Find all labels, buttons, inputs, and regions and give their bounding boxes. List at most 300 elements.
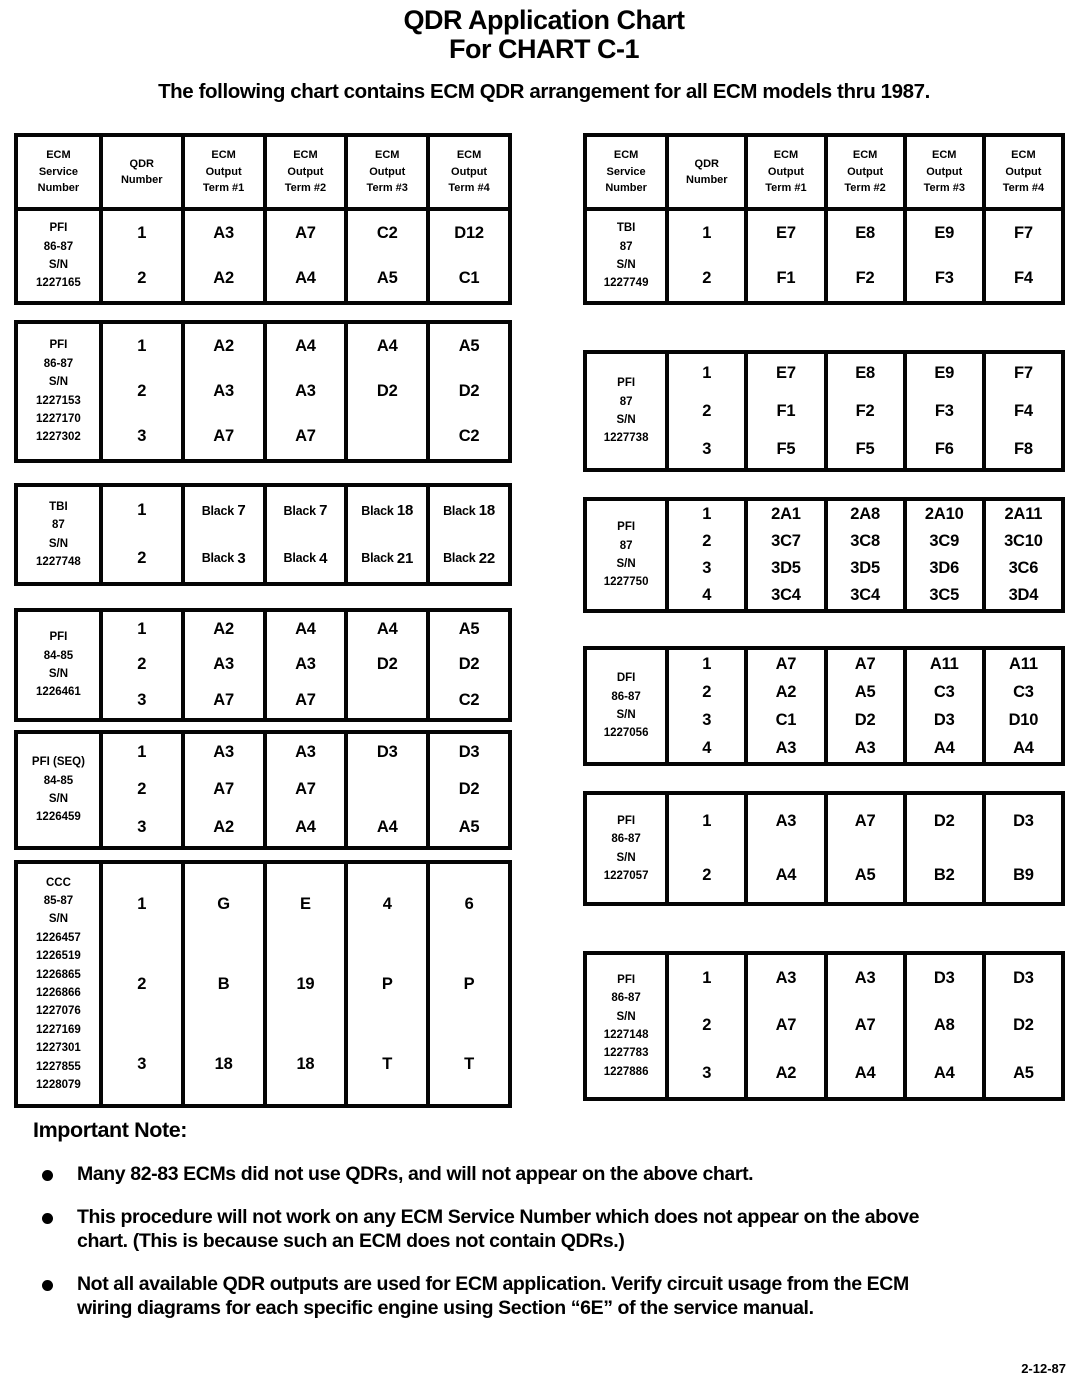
- important-note-section: [33, 1118, 1063, 1320]
- term-value-cell: 3C9: [903, 528, 982, 555]
- note-bullet-1-text: Many 82-83 ECMs did not use QDRs, and will not appear on the above chart.: [77, 1163, 754, 1185]
- column-header-line: ECM: [1011, 149, 1036, 162]
- term-value-cell: F1: [744, 392, 823, 430]
- service-number-line: 87: [619, 240, 633, 253]
- term-value-cell: A7: [744, 1002, 823, 1049]
- term-value-cell: Black 22: [426, 535, 508, 583]
- column-header-line: Term #2: [284, 182, 327, 195]
- term-value-cell: 6: [426, 864, 508, 944]
- service-number-line: 1227148: [603, 1029, 649, 1041]
- service-number-line: 84-85: [43, 649, 74, 662]
- qdr-number-cell: 2: [665, 849, 744, 903]
- column-header-line: Term #3: [923, 182, 965, 195]
- qdr-table-pfi-1227153: [14, 320, 512, 463]
- qdr-number-cell: 3: [99, 414, 181, 459]
- service-number-line: S/N: [616, 851, 636, 864]
- qdr-number-cell: 1: [99, 487, 181, 535]
- term-value-cell: B: [181, 944, 263, 1024]
- term-value-cell: 2A8: [824, 501, 903, 528]
- term-value-cell: 4: [344, 864, 426, 944]
- service-number-line: 1227302: [36, 431, 81, 444]
- qdr-table-pfi-1227057: [583, 791, 1065, 906]
- qdr-number-cell: 2: [99, 647, 181, 682]
- term-wire-number: 7: [237, 502, 246, 520]
- column-header-line: Term #1: [765, 182, 807, 195]
- term-value-cell: A7: [263, 771, 345, 808]
- term-value-cell: C2: [426, 414, 508, 459]
- term-value-cell: D3: [903, 706, 982, 734]
- term-value-cell: 3C5: [903, 582, 982, 609]
- qdr-values-grid: [665, 211, 1061, 301]
- service-number-line: S/N: [616, 558, 636, 570]
- column-header-line: Output: [451, 165, 488, 178]
- table-body-row: [18, 487, 508, 582]
- service-number-line: 1227165: [36, 277, 81, 290]
- important-note-heading: Important Note:: [33, 1118, 188, 1142]
- table-body-row: [18, 734, 508, 846]
- column-header-line: QDR: [694, 157, 719, 170]
- term-value-cell: A3: [263, 734, 345, 771]
- term-value-cell: B9: [982, 849, 1061, 903]
- service-number-line: 1227738: [603, 432, 649, 445]
- service-number-line: 1226519: [36, 950, 81, 963]
- term-value-cell: D3: [982, 955, 1061, 1002]
- term-value-cell: A3: [181, 734, 263, 771]
- column-header: [344, 137, 426, 207]
- term-value-cell: A3: [181, 211, 263, 256]
- qdr-values-grid: [99, 211, 508, 301]
- service-number-line: 87: [619, 539, 633, 552]
- term-value-cell: D2: [426, 647, 508, 682]
- term-value-cell: B2: [903, 849, 982, 903]
- term-value-cell: A4: [744, 849, 823, 903]
- date-stamp: 2-12-87: [1021, 1361, 1066, 1376]
- service-number-cell: [18, 324, 99, 459]
- note-bullet-3-text: Not all available QDR outputs are used for ECM application. Verify circuit usage from the ECM wiring diagrams for each specific engine using Section “6E” of the service manual.: [77, 1273, 909, 1319]
- service-number-line: S/N: [616, 1010, 636, 1023]
- column-header-line: ECM: [932, 149, 957, 162]
- column-header-line: ECM: [46, 149, 71, 162]
- term-value-cell: C1: [744, 706, 823, 734]
- term-value-cell: Black 3: [181, 535, 263, 583]
- column-header: [982, 137, 1061, 207]
- term-value-cell: F1: [744, 256, 823, 301]
- note-bullet-2-text: This procedure will not work on any ECM Service Number which does not appear on the above chart. (This is because such an ECM does not contain QDRs.): [77, 1206, 920, 1252]
- service-number-line: S/N: [48, 259, 68, 271]
- term-value-cell: A7: [744, 650, 823, 678]
- term-value-cell: A3: [181, 369, 263, 414]
- term-wire-number: 18: [478, 502, 496, 520]
- service-number-line: PFI: [617, 377, 636, 390]
- term-value-cell: F3: [903, 392, 982, 430]
- column-header-line: Output: [1005, 165, 1042, 178]
- service-number-line: S/N: [616, 709, 636, 721]
- qdr-number-cell: 2: [99, 771, 181, 808]
- column-header: [426, 137, 508, 207]
- service-number-line: 1227748: [36, 555, 81, 568]
- term-value-cell: A11: [982, 650, 1061, 678]
- qdr-table-pfi-1226461: [14, 608, 512, 722]
- column-header-line: ECM: [293, 149, 318, 162]
- qdr-values-grid: [99, 487, 508, 582]
- term-value-cell: A2: [181, 324, 263, 369]
- service-number-line: 1228079: [36, 1078, 81, 1091]
- table-body-row: [587, 501, 1061, 609]
- qdr-number-cell: 1: [99, 612, 181, 647]
- term-wire-number: 21: [396, 549, 414, 567]
- service-number-cell: [18, 487, 99, 582]
- term-value-cell: F7: [982, 354, 1061, 392]
- qdr-number-cell: 1: [665, 501, 744, 528]
- column-header-line: Number: [37, 182, 80, 195]
- qdr-number-cell: 2: [665, 528, 744, 555]
- term-value-cell: D2: [344, 369, 426, 414]
- term-value-cell: A7: [181, 414, 263, 459]
- term-value-cell: A7: [181, 771, 263, 808]
- term-value-cell: A4: [982, 734, 1061, 762]
- term-value-cell: Black 21: [344, 535, 426, 583]
- qdr-table-tbi-1227749: [583, 133, 1065, 305]
- table-body-row: [18, 211, 508, 301]
- service-number-cell: [18, 734, 99, 846]
- bullet-dot-icon: [42, 1170, 53, 1181]
- service-number-line: 1227886: [603, 1065, 649, 1078]
- term-value-cell: A5: [982, 1050, 1061, 1097]
- service-number-line: TBI: [616, 222, 636, 235]
- qdr-number-cell: 1: [665, 650, 744, 678]
- term-value-cell: F2: [824, 256, 903, 301]
- term-value-cell: A3: [263, 369, 345, 414]
- term-value-cell: P: [344, 944, 426, 1024]
- service-number-line: S/N: [616, 259, 636, 271]
- qdr-values-grid: [99, 324, 508, 459]
- term-value-cell: 3C4: [824, 582, 903, 609]
- column-header-line: ECM: [773, 149, 799, 162]
- qdr-number-cell: 3: [665, 555, 744, 582]
- term-value-cell: A4: [263, 612, 345, 647]
- service-number-cell: [587, 211, 665, 301]
- qdr-values-grid: [99, 612, 508, 718]
- column-header-line: Term #4: [448, 182, 490, 195]
- term-value-cell: A5: [426, 324, 508, 369]
- note-bullet-1: [33, 1163, 1063, 1186]
- qdr-table-dfi-1227056: [583, 646, 1065, 766]
- qdr-number-cell: 3: [665, 1050, 744, 1097]
- column-header-line: Term #2: [844, 182, 886, 195]
- term-value-cell: A4: [263, 809, 345, 846]
- qdr-number-cell: 1: [665, 955, 744, 1002]
- column-header-line: Output: [205, 165, 242, 178]
- term-value-cell: Black 7: [263, 487, 345, 535]
- service-number-line: 86-87: [611, 690, 641, 703]
- service-number-line: 1227056: [603, 727, 649, 740]
- term-value-cell: C3: [982, 678, 1061, 706]
- term-value-cell: [344, 414, 426, 459]
- term-value-cell: 3C6: [982, 555, 1061, 582]
- qdr-values-grid: [665, 501, 1061, 609]
- column-header: [181, 137, 263, 207]
- column-header-line: Number: [605, 182, 647, 195]
- qdr-number-cell: 1: [99, 211, 181, 256]
- bullet-dot-icon: [42, 1280, 53, 1291]
- term-value-cell: F4: [982, 392, 1061, 430]
- column-header: [903, 137, 982, 207]
- service-number-line: S/N: [48, 793, 68, 805]
- term-value-cell: 3D5: [824, 555, 903, 582]
- term-value-cell: A8: [903, 1002, 982, 1049]
- table-body-row: [587, 650, 1061, 762]
- service-number-line: 86-87: [43, 357, 74, 370]
- qdr-table-ccc-85-87: [14, 860, 512, 1108]
- term-value-cell: A3: [263, 647, 345, 682]
- column-header-line: Service: [38, 165, 78, 178]
- term-value-cell: Black 7: [181, 487, 263, 535]
- term-value-cell: F4: [982, 256, 1061, 301]
- term-value-cell: E9: [903, 354, 982, 392]
- term-value-cell: 3D5: [744, 555, 823, 582]
- term-value-cell: A5: [344, 256, 426, 301]
- service-number-line: 87: [619, 395, 633, 408]
- column-header-line: QDR: [129, 157, 154, 170]
- note-bullet-3: [33, 1273, 1063, 1320]
- service-number-line: PFI: [617, 521, 636, 534]
- table-body-row: [587, 354, 1061, 468]
- term-value-cell: A2: [181, 612, 263, 647]
- qdr-number-cell: 2: [99, 535, 181, 583]
- column-header-line: ECM: [852, 149, 878, 162]
- column-header-line: Output: [767, 165, 804, 178]
- term-value-cell: C3: [903, 678, 982, 706]
- term-value-cell: 18: [263, 1024, 345, 1104]
- term-value-cell: G: [181, 864, 263, 944]
- column-header-line: Term #3: [366, 182, 408, 195]
- term-value-cell: D3: [982, 795, 1061, 849]
- table-body-row: [587, 211, 1061, 301]
- term-value-cell: F5: [744, 430, 823, 468]
- service-number-line: 1226865: [36, 968, 81, 981]
- qdr-values-grid: [99, 864, 508, 1104]
- qdr-number-cell: 1: [665, 795, 744, 849]
- table-body-row: [18, 864, 508, 1104]
- service-number-line: TBI: [49, 500, 68, 513]
- term-value-cell: 2A10: [903, 501, 982, 528]
- term-value-cell: D2: [344, 647, 426, 682]
- service-number-line: PFI: [617, 814, 636, 827]
- service-number-cell: [587, 795, 665, 902]
- term-value-cell: A5: [426, 809, 508, 846]
- table-header-row: [587, 137, 1061, 211]
- term-value-cell: A7: [263, 414, 345, 459]
- term-value-cell: A3: [744, 734, 823, 762]
- qdr-number-cell: 1: [665, 211, 744, 256]
- term-value-cell: 3C8: [824, 528, 903, 555]
- term-value-cell: E: [263, 864, 345, 944]
- term-value-cell: A2: [181, 809, 263, 846]
- service-number-line: S/N: [48, 668, 68, 680]
- column-header-line: ECM: [456, 149, 482, 162]
- term-value-cell: 3C4: [744, 582, 823, 609]
- qdr-number-cell: 2: [665, 678, 744, 706]
- term-value-cell: A11: [903, 650, 982, 678]
- service-number-line: 86-87: [43, 240, 74, 253]
- qdr-number-cell: 3: [665, 430, 744, 468]
- tables-column-left: [14, 133, 512, 1108]
- column-header-line: Term #4: [1002, 182, 1045, 195]
- page-title: [0, 0, 1088, 64]
- qdr-number-cell: 2: [99, 369, 181, 414]
- note-bullet-2: [33, 1206, 1063, 1253]
- term-wire-number: 7: [319, 502, 328, 520]
- column-header-line: Term #1: [202, 182, 245, 195]
- tables-column-right: [583, 133, 1065, 1101]
- term-value-cell: D3: [426, 734, 508, 771]
- term-value-cell: F2: [824, 392, 903, 430]
- qdr-table-pfi-1227165: [14, 133, 512, 305]
- term-value-cell: E7: [744, 354, 823, 392]
- qdr-values-grid: [665, 795, 1061, 902]
- term-value-cell: D2: [824, 706, 903, 734]
- service-number-line: S/N: [48, 537, 68, 550]
- column-header: [744, 137, 823, 207]
- qdr-number-cell: 2: [665, 256, 744, 301]
- service-number-line: 84-85: [43, 774, 74, 787]
- term-value-cell: D12: [426, 211, 508, 256]
- term-value-cell: E8: [824, 354, 903, 392]
- column-header: [18, 137, 99, 207]
- term-value-cell: D10: [982, 706, 1061, 734]
- service-number-line: 1226457: [36, 931, 81, 944]
- page-title-line1: QDR Application Chart: [403, 5, 685, 35]
- qdr-number-cell: 2: [99, 944, 181, 1024]
- service-number-line: PFI: [49, 339, 68, 352]
- term-value-cell: T: [344, 1024, 426, 1104]
- qdr-number-cell: 3: [99, 809, 181, 846]
- term-value-cell: A4: [344, 809, 426, 846]
- column-header: [99, 137, 181, 207]
- column-header: [824, 137, 903, 207]
- service-number-line: 1227783: [603, 1047, 649, 1060]
- service-number-cell: [18, 864, 99, 1104]
- term-value-cell: D2: [426, 771, 508, 808]
- qdr-number-cell: 1: [665, 354, 744, 392]
- qdr-number-cell: 2: [99, 256, 181, 301]
- qdr-table-pfi-seq-1226459: [14, 730, 512, 850]
- term-value-cell: Black 4: [263, 535, 345, 583]
- column-header: [587, 137, 665, 207]
- service-number-line: 1227057: [603, 869, 649, 882]
- term-value-cell: A4: [903, 1050, 982, 1097]
- table-body-row: [587, 955, 1061, 1097]
- term-value-cell: A4: [263, 324, 345, 369]
- term-value-cell: A2: [744, 678, 823, 706]
- term-wire-number: 22: [478, 549, 496, 567]
- term-value-cell: D2: [982, 1002, 1061, 1049]
- service-number-line: 1226459: [36, 811, 81, 824]
- service-number-line: S/N: [616, 414, 636, 426]
- service-number-line: 1226461: [36, 686, 81, 699]
- term-value-cell: C2: [344, 211, 426, 256]
- service-number-line: 1227076: [36, 1005, 81, 1018]
- service-number-line: 1226866: [36, 987, 81, 999]
- service-number-line: 1227749: [603, 277, 649, 290]
- service-number-line: S/N: [48, 376, 68, 389]
- term-value-cell: A7: [824, 1002, 903, 1049]
- service-number-line: PFI: [617, 973, 636, 986]
- term-value-cell: A5: [824, 678, 903, 706]
- qdr-number-cell: 2: [665, 392, 744, 430]
- qdr-number-cell: 4: [665, 582, 744, 609]
- qdr-number-cell: 3: [665, 706, 744, 734]
- column-header-line: ECM: [375, 149, 400, 162]
- term-value-cell: A3: [744, 955, 823, 1002]
- qdr-number-cell: 1: [99, 864, 181, 944]
- term-value-cell: [344, 683, 426, 718]
- service-number-line: PFI (SEQ): [31, 756, 85, 769]
- qdr-number-cell: 3: [99, 1024, 181, 1104]
- term-value-cell: D3: [903, 955, 982, 1002]
- service-number-line: S/N: [48, 913, 68, 926]
- qdr-values-grid: [99, 734, 508, 846]
- term-value-cell: A5: [426, 612, 508, 647]
- table-header-row: [18, 137, 508, 211]
- term-value-cell: E7: [744, 211, 823, 256]
- term-value-cell: 19: [263, 944, 345, 1024]
- service-number-line: 86-87: [611, 833, 641, 846]
- qdr-table-tbi-1227748: [14, 483, 512, 586]
- column-header: [263, 137, 345, 207]
- term-value-cell: C2: [426, 683, 508, 718]
- service-number-cell: [18, 612, 99, 718]
- table-body-row: [18, 324, 508, 459]
- term-value-cell: F8: [982, 430, 1061, 468]
- term-value-cell: 3D6: [903, 555, 982, 582]
- column-header-line: ECM: [211, 149, 236, 162]
- term-value-cell: F5: [824, 430, 903, 468]
- service-number-cell: [587, 501, 665, 609]
- table-body-row: [587, 795, 1061, 902]
- term-value-cell: A4: [263, 256, 345, 301]
- service-number-line: 86-87: [611, 992, 641, 1005]
- qdr-number-cell: 3: [99, 683, 181, 718]
- term-value-cell: F3: [903, 256, 982, 301]
- term-value-cell: A3: [744, 795, 823, 849]
- service-number-cell: [18, 211, 99, 301]
- term-value-cell: Black 18: [426, 487, 508, 535]
- service-number-line: PFI: [49, 631, 68, 644]
- term-value-cell: A7: [263, 211, 345, 256]
- term-value-cell: A4: [344, 612, 426, 647]
- qdr-number-cell: 2: [665, 1002, 744, 1049]
- column-header-line: Output: [369, 165, 406, 178]
- table-body-row: [18, 612, 508, 718]
- term-value-cell: 3C10: [982, 528, 1061, 555]
- term-value-cell: A7: [263, 683, 345, 718]
- service-number-cell: [587, 955, 665, 1097]
- qdr-table-pfi-1227148: [583, 951, 1065, 1101]
- service-number-cell: [587, 650, 665, 762]
- column-header-line: Service: [606, 165, 646, 178]
- term-value-cell: 18: [181, 1024, 263, 1104]
- term-value-cell: E8: [824, 211, 903, 256]
- column-header-line: ECM: [613, 149, 639, 162]
- column-header-line: Number: [120, 174, 163, 186]
- service-number-line: PFI: [49, 222, 68, 235]
- qdr-values-grid: [665, 354, 1061, 468]
- column-header: [665, 137, 744, 207]
- qdr-values-grid: [665, 650, 1061, 762]
- service-number-line: 1227301: [36, 1042, 81, 1055]
- term-value-cell: A7: [824, 795, 903, 849]
